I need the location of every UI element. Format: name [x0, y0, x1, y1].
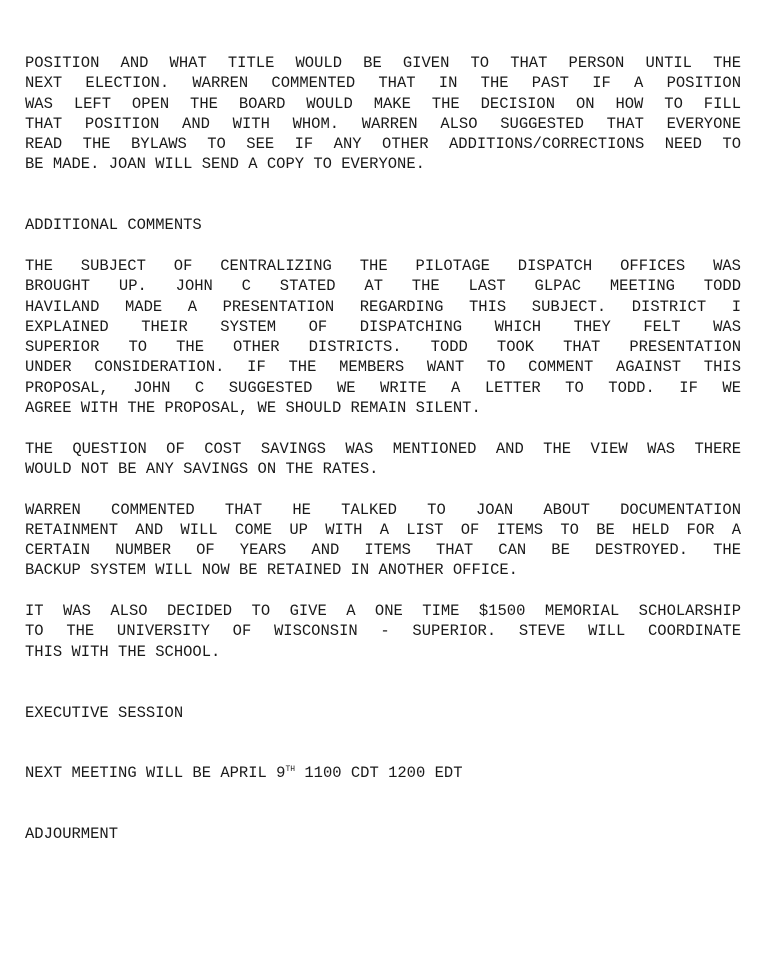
text-line: AGREE WITH THE PROPOSAL, WE SHOULD REMAIN SILENT.	[25, 399, 481, 418]
document-page	[25, 53, 741, 845]
text-line: PROPOSAL, JOHN C SUGGESTED WE WRITE A LETTER TO TODD. IF WE	[25, 378, 741, 397]
text-line: BE MADE. JOAN WILL SEND A COPY TO EVERYONE.	[25, 155, 425, 174]
text-line: TO THE UNIVERSITY OF WISCONSIN - SUPERIOR. STEVE WILL COORDINATE	[25, 622, 741, 641]
text-line: READ THE BYLAWS TO SEE IF ANY OTHER ADDITIONS/CORRECTIONS NEED TO	[25, 135, 741, 154]
text-line: SUPERIOR TO THE OTHER DISTRICTS. TODD TOOK THAT PRESENTATION	[25, 338, 741, 357]
text-line: WOULD NOT BE ANY SAVINGS ON THE RATES.	[25, 459, 379, 478]
text-line: HAVILAND MADE A PRESENTATION REGARDING THIS SUBJECT. DISTRICT I	[25, 297, 741, 316]
text-line: THIS WITH THE SCHOOL.	[25, 642, 221, 661]
paragraph-cost-savings	[25, 439, 741, 480]
text-line: BROUGHT UP. JOHN C STATED AT THE LAST GLPAC MEETING TODD	[25, 277, 741, 296]
next-meeting-prefix: NEXT MEETING WILL BE APRIL 9	[25, 764, 286, 783]
paragraph-dispatch-offices	[25, 256, 741, 418]
heading-additional-comments: ADDITIONAL COMMENTS	[25, 216, 202, 235]
text-line: EXPLAINED THEIR SYSTEM OF DISPATCHING WHICH THEY FELT WAS	[25, 317, 741, 336]
text-line: WAS LEFT OPEN THE BOARD WOULD MAKE THE DECISION ON HOW TO FILL	[25, 94, 741, 113]
text-line: THE QUESTION OF COST SAVINGS WAS MENTIONED AND THE VIEW WAS THERE	[25, 439, 741, 458]
text-line: CERTAIN NUMBER OF YEARS AND ITEMS THAT CAN BE DESTROYED. THE	[25, 541, 741, 560]
paragraph-documentation	[25, 500, 741, 581]
text-line: THAT POSITION AND WITH WHOM. WARREN ALSO SUGGESTED THAT EVERYONE	[25, 114, 741, 133]
heading-adjournment: ADJOURMENT	[25, 825, 119, 844]
text-line: POSITION AND WHAT TITLE WOULD BE GIVEN TO THAT PERSON UNTIL THE	[25, 54, 741, 72]
text-line: WARREN COMMENTED THAT HE TALKED TO JOAN ABOUT DOCUMENTATION	[25, 500, 741, 519]
text-line: UNDER CONSIDERATION. IF THE MEMBERS WANT TO COMMENT AGAINST THIS	[25, 358, 741, 377]
text-line: BACKUP SYSTEM WILL NOW BE RETAINED IN ANOTHER OFFICE.	[25, 561, 518, 580]
text-line: IT WAS ALSO DECIDED TO GIVE A ONE TIME $1500 MEMORIAL SCHOLARSHIP	[25, 602, 741, 621]
paragraph-bylaws	[25, 53, 741, 175]
next-meeting-line	[25, 763, 741, 783]
next-meeting-suffix: 1100 CDT 1200 EDT	[295, 764, 463, 783]
text-line: RETAINMENT AND WILL COME UP WITH A LIST OF ITEMS TO BE HELD FOR A	[25, 520, 741, 539]
text-line: NEXT ELECTION. WARREN COMMENTED THAT IN THE PAST IF A POSITION	[25, 74, 741, 93]
text-line: THE SUBJECT OF CENTRALIZING THE PILOTAGE DISPATCH OFFICES WAS	[25, 256, 741, 275]
next-meeting-superscript: TH	[285, 765, 296, 775]
paragraph-scholarship	[25, 601, 741, 662]
heading-executive-session: EXECUTIVE SESSION	[25, 703, 184, 722]
